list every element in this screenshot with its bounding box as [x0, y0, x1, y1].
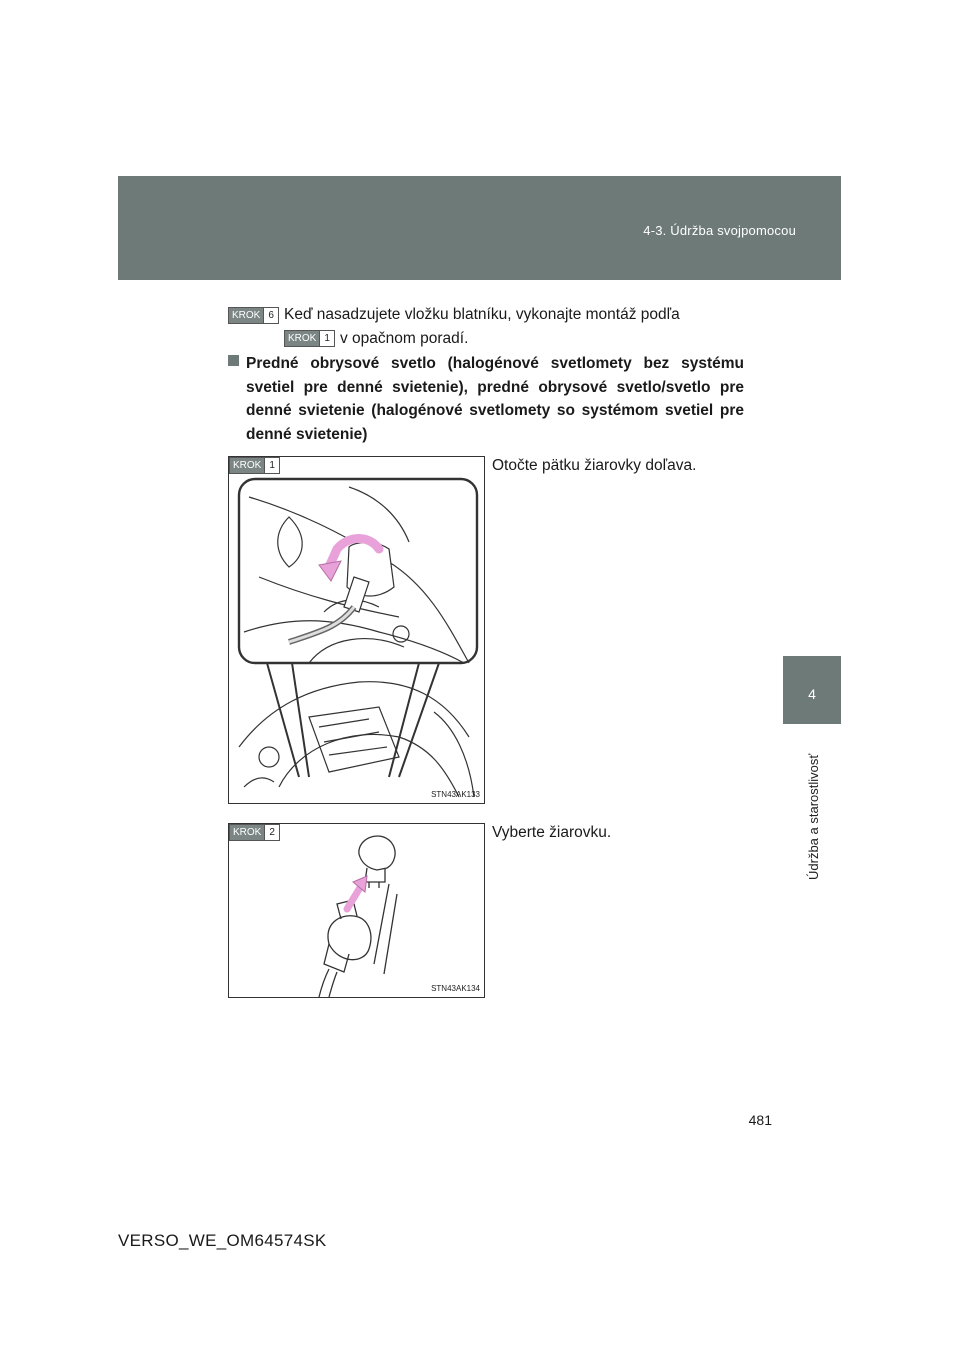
- step-badge-word: KROK: [229, 308, 263, 323]
- page-number: 481: [748, 1112, 772, 1128]
- document-code: VERSO_WE_OM64574SK: [118, 1231, 327, 1250]
- figure-step-badge: [229, 824, 280, 841]
- chapter-number: 4: [808, 686, 816, 702]
- step-badge-word: KROK: [230, 458, 264, 473]
- step-ref-badge-1: [284, 330, 335, 347]
- rotate-arrow-head: [319, 561, 341, 581]
- step-1-text: Otočte pätku žiarovky doľava.: [492, 457, 697, 474]
- heading-bullet-square: [228, 355, 239, 366]
- figure-step-2: [228, 823, 485, 998]
- step-2-text: Vyberte žiarovku.: [492, 824, 612, 841]
- step-badge-number: 6: [263, 308, 278, 323]
- step-badge-number: 2: [264, 825, 279, 840]
- section-heading: Predné obrysové svetlo (halogénové svetlomety bez systému svetiel pre denné svietenie), predné obrysové svetlo/svetlo pre denné svietenie (halogénové svetlomety so systémom svetiel pre denné svietenie): [246, 355, 744, 443]
- figure-code: STN43AK133: [431, 790, 480, 799]
- para1-line2: v opačnom poradí.: [340, 330, 469, 347]
- headlight-bulb-illustration: [229, 457, 484, 803]
- figure-code: STN43AK134: [431, 984, 480, 993]
- step-badge-6: [228, 307, 279, 324]
- step-badge-word: KROK: [230, 825, 264, 840]
- step-badge-number: 1: [264, 458, 279, 473]
- chapter-label-text: Údržba a starostlivosť: [806, 753, 821, 880]
- para1-line1: Keď nasadzujete vložku blatníku, vykonajte montáž podľa: [284, 306, 680, 323]
- figure-step-badge: [229, 457, 280, 474]
- step-badge-number: 1: [319, 331, 334, 346]
- step-badge-word: KROK: [285, 331, 319, 346]
- section-title: 4-3. Údržba svojpomocou: [643, 223, 796, 238]
- chapter-label: [800, 732, 824, 882]
- chapter-tab: [783, 656, 841, 724]
- bulb-removal-illustration: [229, 824, 484, 997]
- header-band: [118, 176, 841, 280]
- figure-step-1: [228, 456, 485, 804]
